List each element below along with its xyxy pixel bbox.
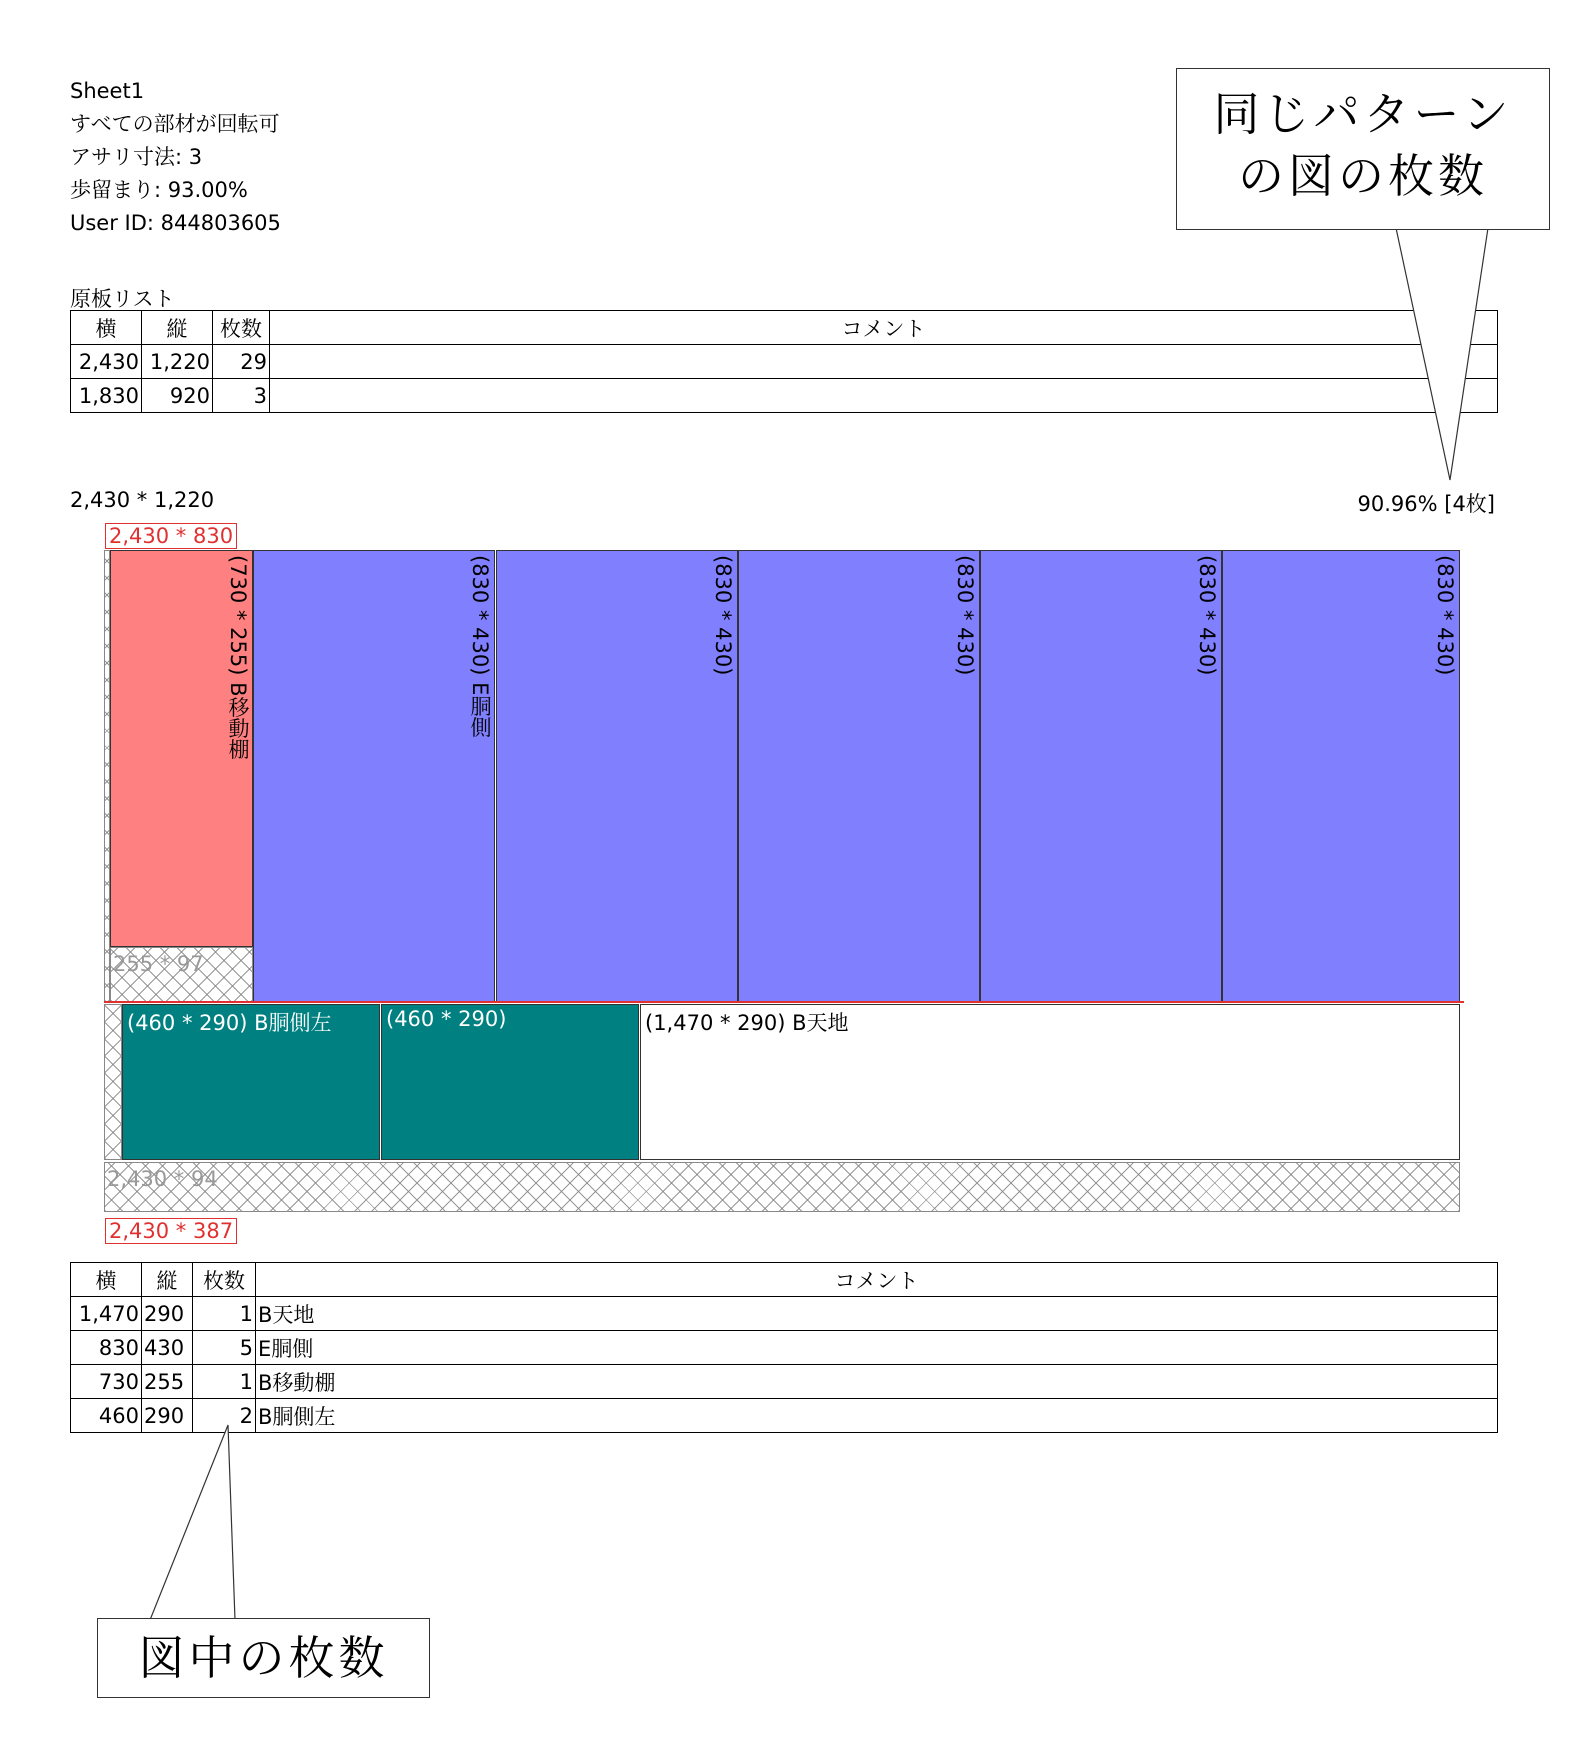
piece-label: (460 * 290) bbox=[386, 1007, 507, 1031]
cell-comment: E胴側 bbox=[256, 1331, 1498, 1365]
cell-width: 1,830 bbox=[71, 379, 142, 413]
cell-qty: 2 bbox=[193, 1399, 256, 1433]
callout-line: 同じパターン bbox=[1213, 87, 1513, 141]
cell-width: 1,470 bbox=[71, 1297, 142, 1331]
callout-pointer-top bbox=[1396, 228, 1488, 480]
callout-same-pattern bbox=[1176, 68, 1550, 230]
yield-rate: 歩留まり: 93.00% bbox=[70, 178, 248, 202]
col-qty: 枚数 bbox=[213, 311, 270, 345]
cell-qty: 29 bbox=[213, 345, 270, 379]
piece-label: (730 * 255) B移動棚 bbox=[226, 555, 250, 760]
cell-comment: B移動棚 bbox=[256, 1365, 1498, 1399]
sheet-name: Sheet1 bbox=[70, 79, 145, 103]
cell-height: 255 bbox=[142, 1365, 193, 1399]
piece-label: (1,470 * 290) B天地 bbox=[645, 1011, 849, 1035]
cell-height: 290 bbox=[142, 1399, 193, 1433]
piece-label: (830 * 430) bbox=[953, 555, 977, 676]
cell-qty: 5 bbox=[193, 1331, 256, 1365]
col-width: 横 bbox=[71, 1263, 142, 1297]
col-height: 縦 bbox=[142, 311, 213, 345]
callout-line: の図の枚数 bbox=[1238, 149, 1488, 203]
cell-comment: B胴側左 bbox=[256, 1399, 1498, 1433]
piece-label: (460 * 290) B胴側左 bbox=[127, 1011, 332, 1035]
bottom-strip-label: 2,430 * 387 bbox=[105, 1218, 237, 1244]
callout-pointer-bottom bbox=[150, 1425, 235, 1620]
piece-label: (830 * 430) bbox=[1433, 555, 1457, 676]
cell-width: 460 bbox=[71, 1399, 142, 1433]
col-width: 横 bbox=[71, 311, 142, 345]
cell-height: 430 bbox=[142, 1331, 193, 1365]
pattern-summary: 90.96% [4枚] bbox=[1357, 492, 1495, 516]
top-strip-label: 2,430 * 830 bbox=[105, 523, 237, 549]
col-comment: コメント bbox=[256, 1263, 1498, 1297]
piece-label: (830 * 430) E胴側 bbox=[468, 555, 492, 738]
rotation-note: すべての部材が回転可 bbox=[70, 112, 280, 136]
piece-label: (830 * 430) bbox=[711, 555, 735, 676]
cell-height: 920 bbox=[142, 379, 213, 413]
col-height: 縦 bbox=[142, 1263, 193, 1297]
cell-width: 830 bbox=[71, 1331, 142, 1365]
waste-label: 255 * 97 bbox=[113, 952, 204, 976]
col-qty: 枚数 bbox=[193, 1263, 256, 1297]
piece-label: (830 * 430) bbox=[1195, 555, 1219, 676]
board-size-label: 2,430 * 1,220 bbox=[70, 488, 215, 512]
cell-qty: 1 bbox=[193, 1365, 256, 1399]
kerf-size: アサリ寸法: 3 bbox=[70, 145, 203, 169]
cell-qty: 1 bbox=[193, 1297, 256, 1331]
user-id: User ID: 844803605 bbox=[70, 211, 281, 235]
stock-list-title: 原板リスト bbox=[70, 287, 175, 311]
callout-count-in-figure: 図中の枚数 bbox=[97, 1618, 430, 1698]
col-comment: コメント bbox=[270, 311, 1498, 345]
cell-width: 2,430 bbox=[71, 345, 142, 379]
waste-label: 2,430 * 94 bbox=[107, 1167, 218, 1191]
cell-qty: 3 bbox=[213, 379, 270, 413]
cell-height: 290 bbox=[142, 1297, 193, 1331]
cell-comment: B天地 bbox=[256, 1297, 1498, 1331]
cell-width: 730 bbox=[71, 1365, 142, 1399]
cell-height: 1,220 bbox=[142, 345, 213, 379]
